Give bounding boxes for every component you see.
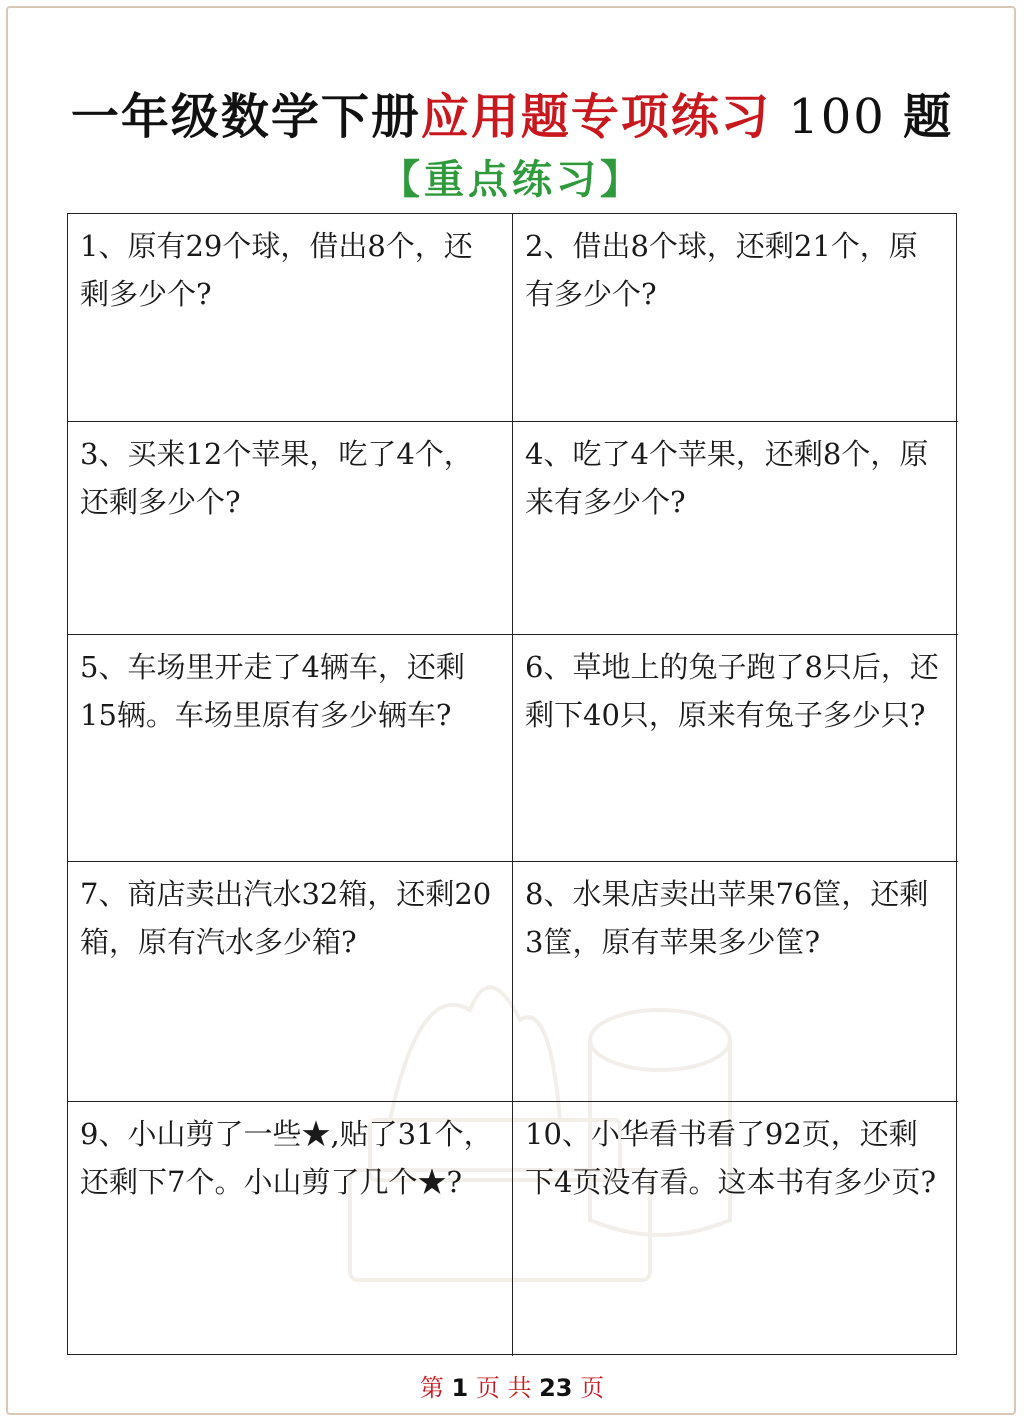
problem-text: 9、小山剪了一些★,贴了31个，还剩下7个。小山剪了几个★? (80, 1117, 493, 1199)
problem-cell-5 (68, 634, 513, 861)
problem-cell-4 (513, 421, 958, 634)
problem-text: 3、买来12个苹果，吃了4个，还剩多少个? (80, 437, 473, 519)
problem-text: 7、商店卖出汽水32箱，还剩20箱，原有汽水多少箱? (80, 877, 492, 959)
problem-text: 4、吃了4个苹果，还剩8个，原来有多少个? (525, 437, 929, 519)
problem-text: 1、原有29个球，借出8个，还剩多少个? (80, 229, 473, 311)
problem-cell-7 (68, 861, 513, 1101)
footer-prefix: 第 (419, 1374, 452, 1402)
page-title (0, 78, 1024, 147)
page-footer (0, 1368, 1024, 1403)
problem-cell-8 (513, 861, 958, 1101)
problem-grid (67, 213, 957, 1355)
problem-text: 5、车场里开走了4辆车，还剩15辆。车场里原有多少辆车? (80, 650, 465, 732)
problem-text: 6、草地上的兔子跑了8只后，还剩下40只，原来有兔子多少只? (525, 650, 939, 732)
title-suffix: 题 (903, 89, 954, 145)
footer-current-page: 1 (451, 1374, 469, 1402)
title-part-black: 一年级数学下册 (70, 89, 421, 145)
problem-cell-6 (513, 634, 958, 861)
footer-total-pages: 23 (539, 1374, 573, 1402)
problem-text: 8、水果店卖出苹果76筐，还剩3筐，原有苹果多少筐? (525, 877, 929, 959)
footer-suffix: 页 (572, 1374, 605, 1402)
problem-cell-9 (68, 1101, 513, 1356)
title-part-red: 应用题专项练习 (420, 89, 771, 145)
footer-middle: 页 共 (468, 1374, 540, 1402)
problem-cell-3 (68, 421, 513, 634)
problem-cell-2 (513, 214, 958, 421)
page-subtitle: 【重点练习】 (380, 156, 644, 203)
problem-cell-1 (68, 214, 513, 421)
problem-text: 2、借出8个球，还剩21个，原有多少个? (525, 229, 918, 311)
problem-text: 10、小华看书看了92页，还剩下4页没有看。这本书有多少页? (525, 1117, 936, 1199)
title-count: 100 (770, 89, 904, 145)
problem-cell-10 (513, 1101, 958, 1356)
